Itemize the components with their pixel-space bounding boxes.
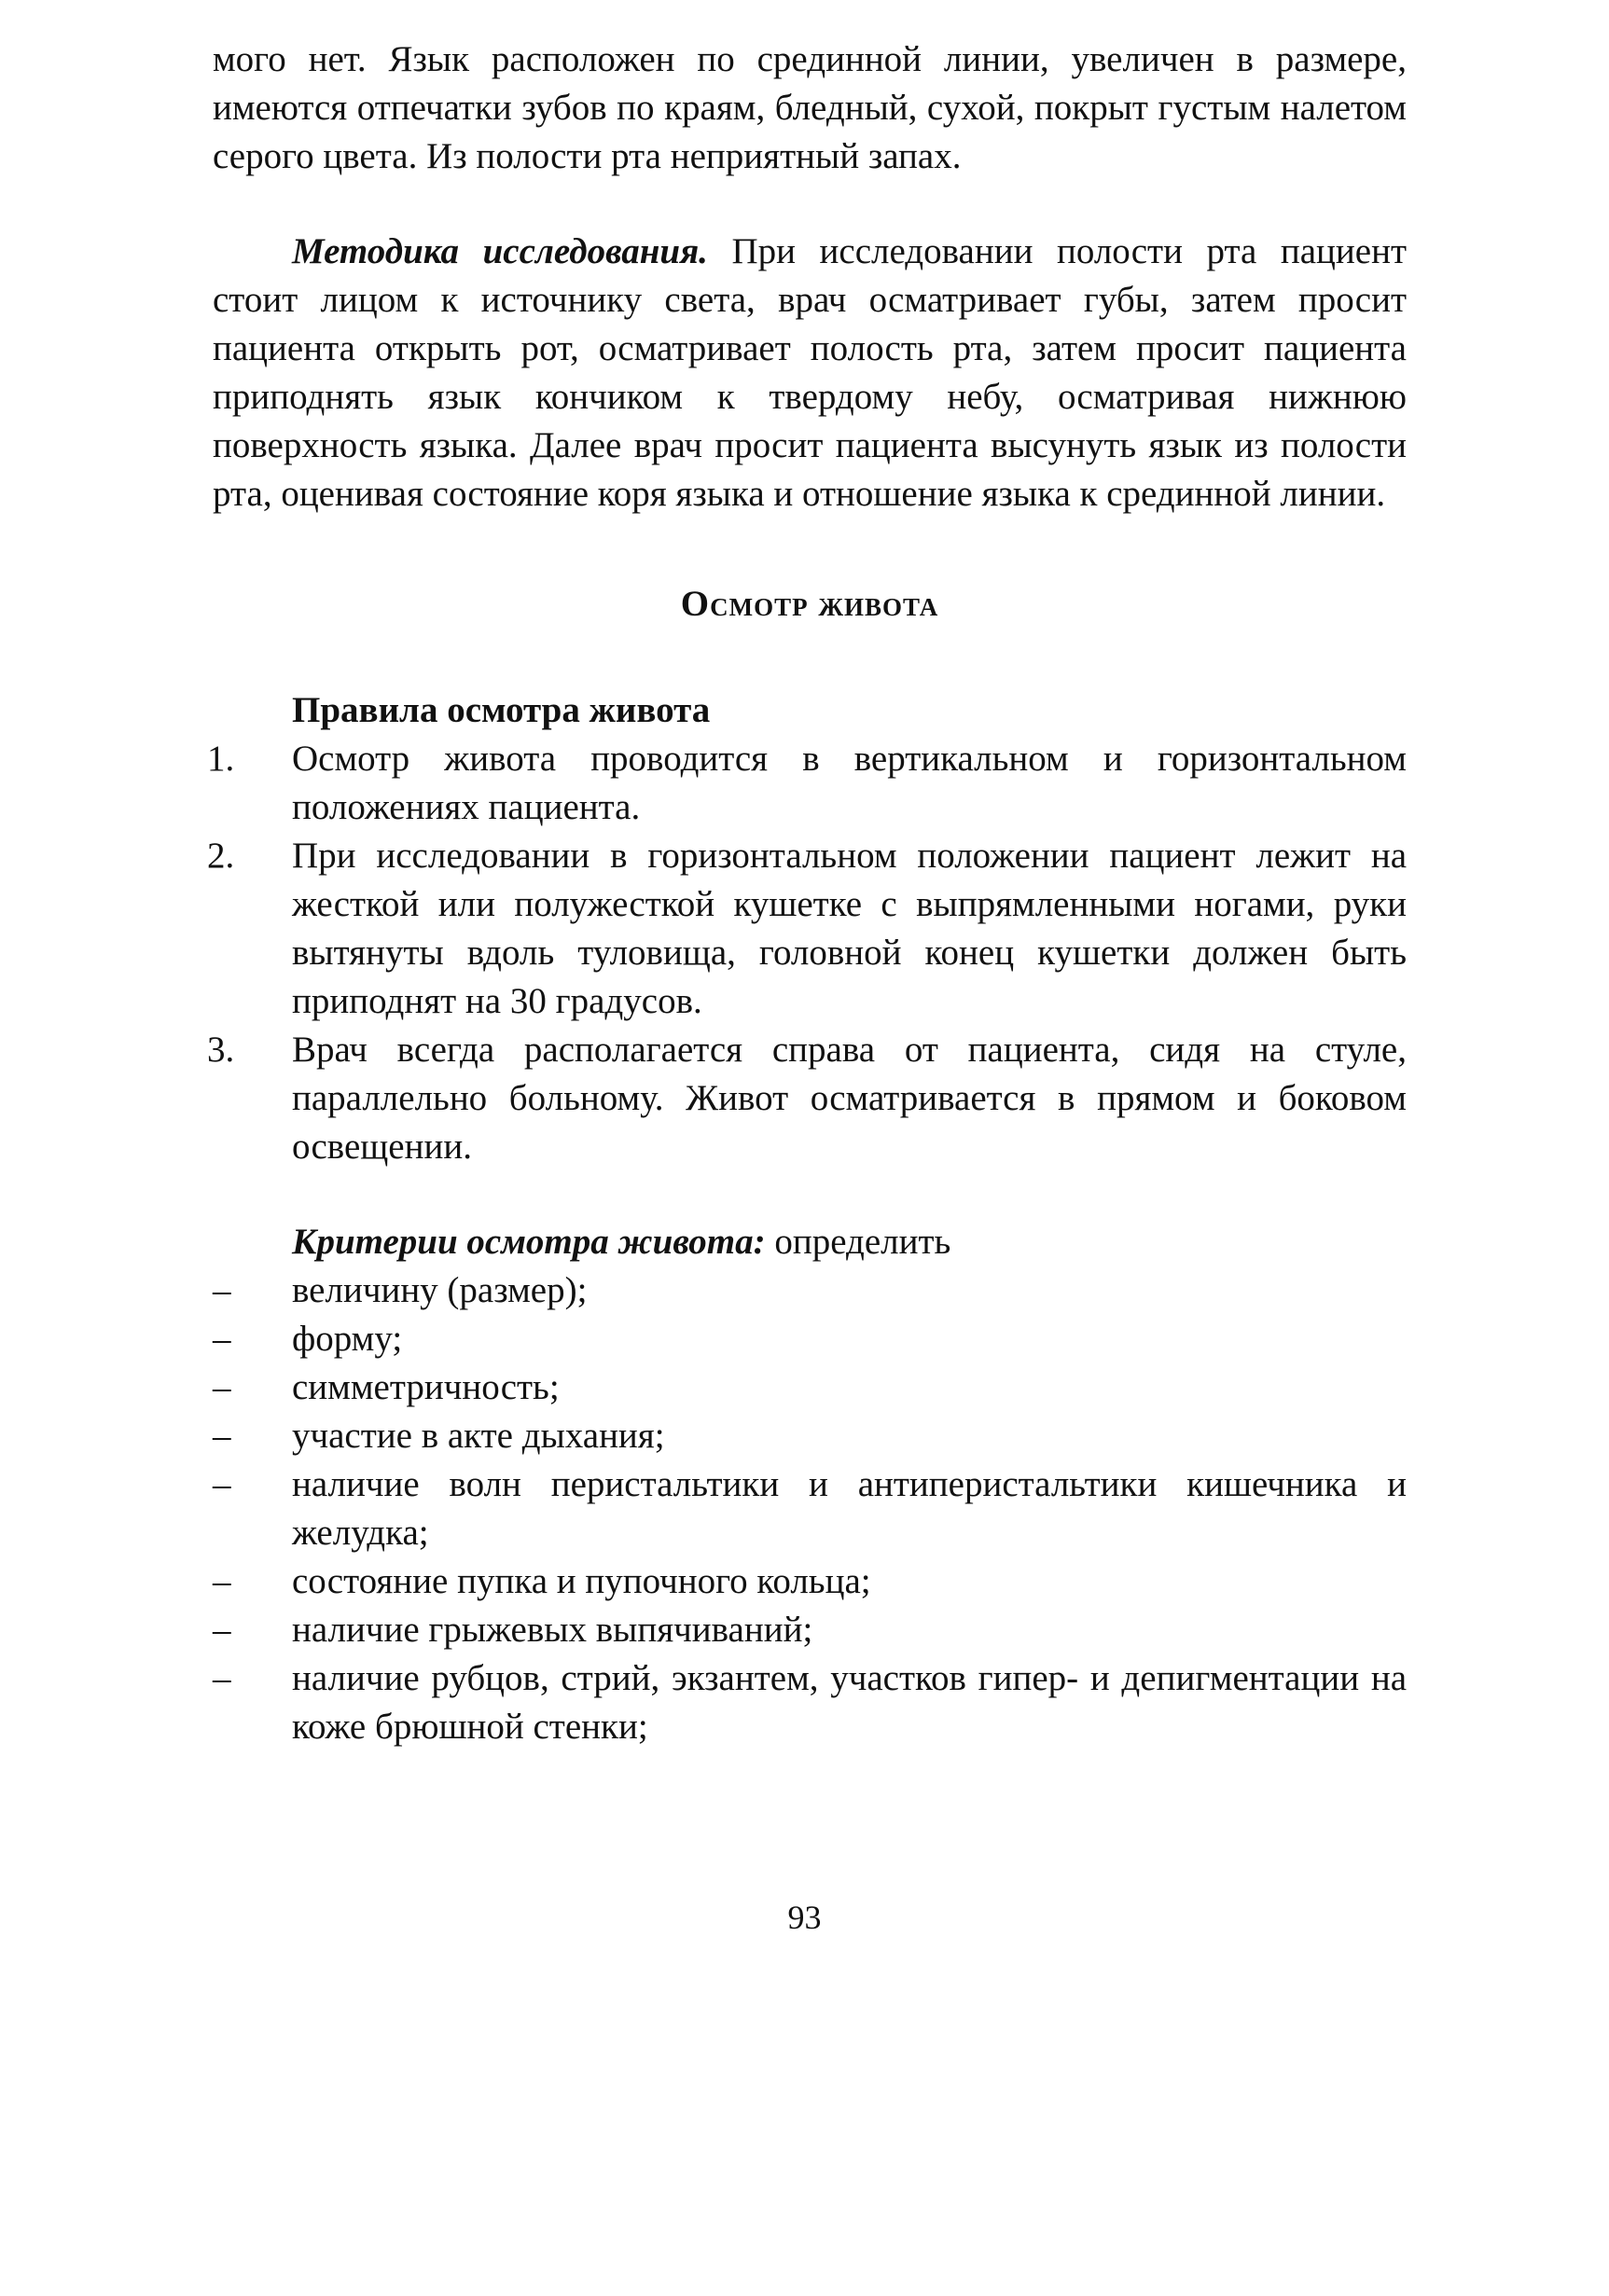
rule-item xyxy=(207,832,1407,1026)
rules-list xyxy=(207,735,1407,1171)
criteria-item-text: наличие грыжевых выпячиваний; xyxy=(292,1610,813,1650)
dash-marker: – xyxy=(213,1319,231,1359)
rule-number: 2. xyxy=(207,836,235,876)
continuation-paragraph: мого нет. Язык расположен по срединной линии, увеличен в размере, имеются отпечатки зубов по краям, бледный, сухой, покрыт густым налетом серого цвета. Из полости рта неприятный запах. xyxy=(213,39,1407,176)
dash-marker: – xyxy=(213,1464,231,1504)
dash-marker: – xyxy=(213,1367,231,1407)
rule-text: При исследовании в горизонтальном положении пациент лежит на жесткой или полужесткой кушетке с выпрямленными ногами, руки вытянуты вдоль туловища, головной конец кушетки должен быть приподнят на 30 градусов. xyxy=(292,836,1407,1021)
criteria-item-text: симметричность; xyxy=(292,1367,560,1407)
dash-marker: – xyxy=(213,1561,231,1601)
criteria-intro xyxy=(292,1218,1407,1266)
dash-marker: – xyxy=(213,1610,231,1650)
criteria-item xyxy=(213,1606,1407,1654)
criteria-item xyxy=(213,1412,1407,1460)
criteria-item-text: величину (размер); xyxy=(292,1270,588,1310)
page-content xyxy=(207,35,1407,1751)
criteria-item-text: наличие волн перистальтики и антиперистальтики кишечника и желудка; xyxy=(292,1464,1407,1553)
dash-marker: – xyxy=(213,1416,231,1456)
rule-text: Врач всегда располагается справа от пациента, сидя на стуле, параллельно больному. Живот осматривается в прямом и боковом освещении. xyxy=(292,1030,1407,1167)
section-heading: Осмотр живота xyxy=(680,584,939,624)
criteria-label: Критерии осмотра живота: xyxy=(292,1222,766,1262)
criteria-item-text: форму; xyxy=(292,1319,403,1359)
rule-item xyxy=(207,1026,1407,1171)
rule-number: 3. xyxy=(207,1030,235,1070)
rules-title: Правила осмотра живота xyxy=(292,690,711,730)
criteria-item xyxy=(213,1460,1407,1557)
rule-number: 1. xyxy=(207,739,235,779)
criteria-item-text: состояние пупка и пупочного кольца; xyxy=(292,1561,871,1601)
criteria-item xyxy=(213,1557,1407,1606)
dash-marker: – xyxy=(213,1270,231,1310)
criteria-item xyxy=(213,1266,1407,1315)
criteria-item xyxy=(213,1315,1407,1363)
criteria-item xyxy=(213,1654,1407,1751)
page-number: 93 xyxy=(787,1899,822,1936)
criteria-text: определить xyxy=(765,1222,951,1262)
method-paragraph xyxy=(213,228,1407,519)
dash-marker: – xyxy=(213,1658,231,1698)
method-text: При исследовании полости рта пациент стоит лицом к источнику света, врач осматривает губы, затем просит пациента открыть рот, осматривает полость рта, затем просит пациента приподнять язык кончиком к твердому небу, осматривая нижнюю поверхность языка. Далее врач просит пациента высунуть язык из полости рта, оценивая состояние коря языка и отношение языка к срединной линии. xyxy=(213,231,1407,514)
rule-text: Осмотр живота проводится в вертикальном и горизонтальном положениях пациента. xyxy=(292,739,1407,827)
criteria-list xyxy=(213,1266,1407,1751)
method-label: Методика исследования. xyxy=(292,231,708,271)
criteria-item xyxy=(213,1363,1407,1412)
criteria-item-text: участие в акте дыхания; xyxy=(292,1416,665,1456)
criteria-item-text: наличие рубцов, стрий, экзантем, участков гипер- и депигментации на коже брюшной стенки; xyxy=(292,1658,1407,1747)
rule-item xyxy=(207,735,1407,832)
